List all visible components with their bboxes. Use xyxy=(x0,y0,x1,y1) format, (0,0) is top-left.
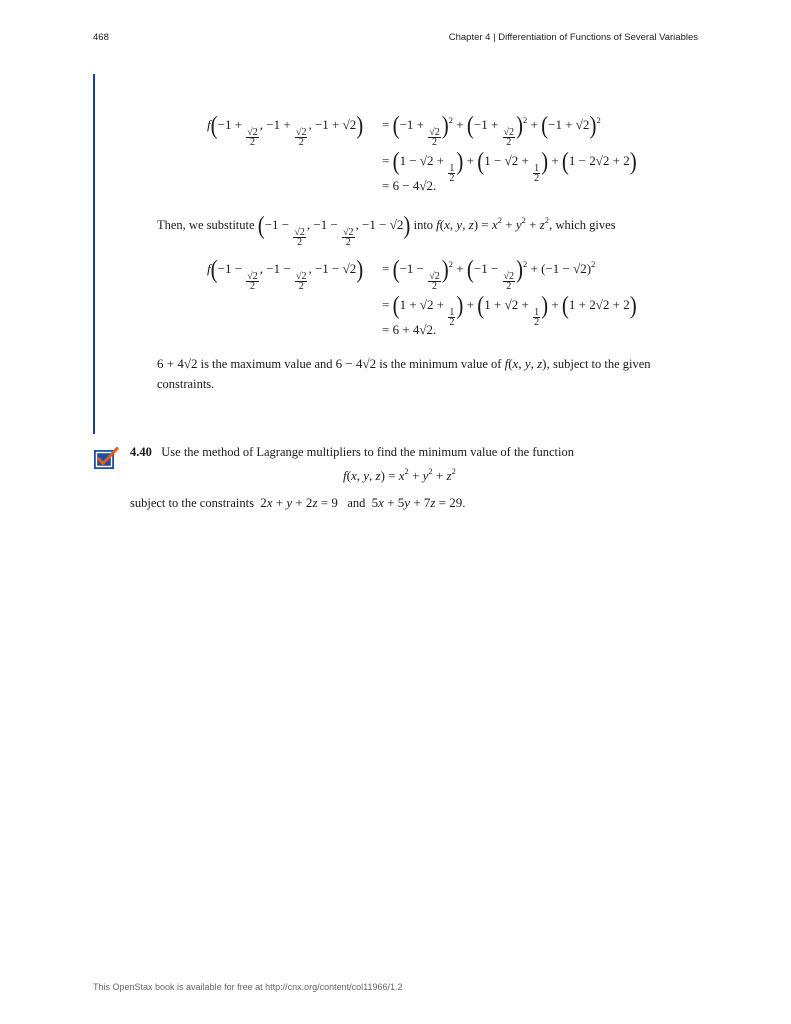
substitution-function: f(x, y, $z) = x^2 + y^2 + z^2$, xyxy=(436,215,556,232)
equation-line-6: = 6 + 4√2. xyxy=(382,322,437,337)
equation-line-4-lhs: f(−1 − $\frac{√2}{2}$ , −1 − $\frac{√2}{2}$ , −1 − √2) xyxy=(207,254,364,292)
substitution-point: (−1 − $\frac{√2}{2}$ , −1 − $\frac{√2}{2}$ , −1 − √2) xyxy=(257,210,411,248)
and-text: and xyxy=(347,496,366,510)
min-value: 6 − 4√2 xyxy=(335,356,377,371)
constraint-2: 5x + 5y + 7z = 29. xyxy=(371,495,466,510)
max-value: 6 + 4√2 xyxy=(157,356,198,371)
equation-line-5: = (1 + √2 + $\frac{1}{2}$ ) + (1 + √2 + $\frac{1}{2}$ ) + (1 + 2√2 + 2) xyxy=(382,290,637,328)
substitution-sentence xyxy=(157,210,616,248)
equation-line-4-rhs: = (−1 − $\frac{√2}{2}$ )$^2$ + (−1 − $\frac{√2}{2}$ )$^2 + (-1 - √2)^2$ xyxy=(382,254,596,292)
checkpoint-checkbox-icon xyxy=(93,447,119,471)
page-number: 468 xyxy=(93,32,109,43)
sentence-text: Then, we substitute xyxy=(157,218,255,232)
equation-line-1-rhs: = (−1 + $\frac{√2}{2}$ )$^2$ + (−1 + $\frac{√2}{2}$ )$^2 + (-1 + √2)^2$ xyxy=(382,110,601,148)
sentence-text: is the maximum value and xyxy=(200,357,333,371)
constraint-1: 2x + y + 2z = 9 xyxy=(260,495,342,510)
checkpoint-text: Use the method of Lagrange multipliers to find the minimum value of the function xyxy=(161,445,575,459)
equation-line-3: = 6 − 4√2. xyxy=(382,178,437,193)
example-left-rule xyxy=(93,74,95,434)
running-title: Chapter 4 | Differentiation of Functions of Several Variables xyxy=(448,32,698,43)
footer-note: This OpenStax book is available for free at http://cnx.org/content/col11966/1.2 xyxy=(93,982,403,992)
conclusion-sentence xyxy=(157,355,651,373)
conclusion-sentence-end: constraints. xyxy=(157,377,215,391)
checkpoint-number: 4.40 xyxy=(130,445,152,459)
constraints-text: subject to the constraints xyxy=(130,496,254,510)
sentence-text: is the minimum value of xyxy=(379,357,502,371)
checkpoint-constraints xyxy=(130,494,466,512)
sentence-text: subject to the given xyxy=(553,357,651,371)
checkpoint-prompt xyxy=(130,443,574,461)
equation-line-2: = (1 − √2 + $\frac{1}{2}$ ) + (1 − √2 + $\frac{1}{2}$ ) + (1 − 2√2 + 2) xyxy=(382,146,637,184)
checkpoint-function: f(x, y, $z) = x^2 + y^2 + z^2$ xyxy=(343,466,456,483)
sentence-text: which gives xyxy=(555,218,616,232)
equation-line-1-lhs: f(−1 + $\frac{√2}{2}$ , −1 + $\frac{√2}{2}$ , −1 + √2) xyxy=(207,110,364,148)
sentence-text: into xyxy=(413,218,434,232)
conclusion-function: f(x, y, z), xyxy=(504,356,554,371)
